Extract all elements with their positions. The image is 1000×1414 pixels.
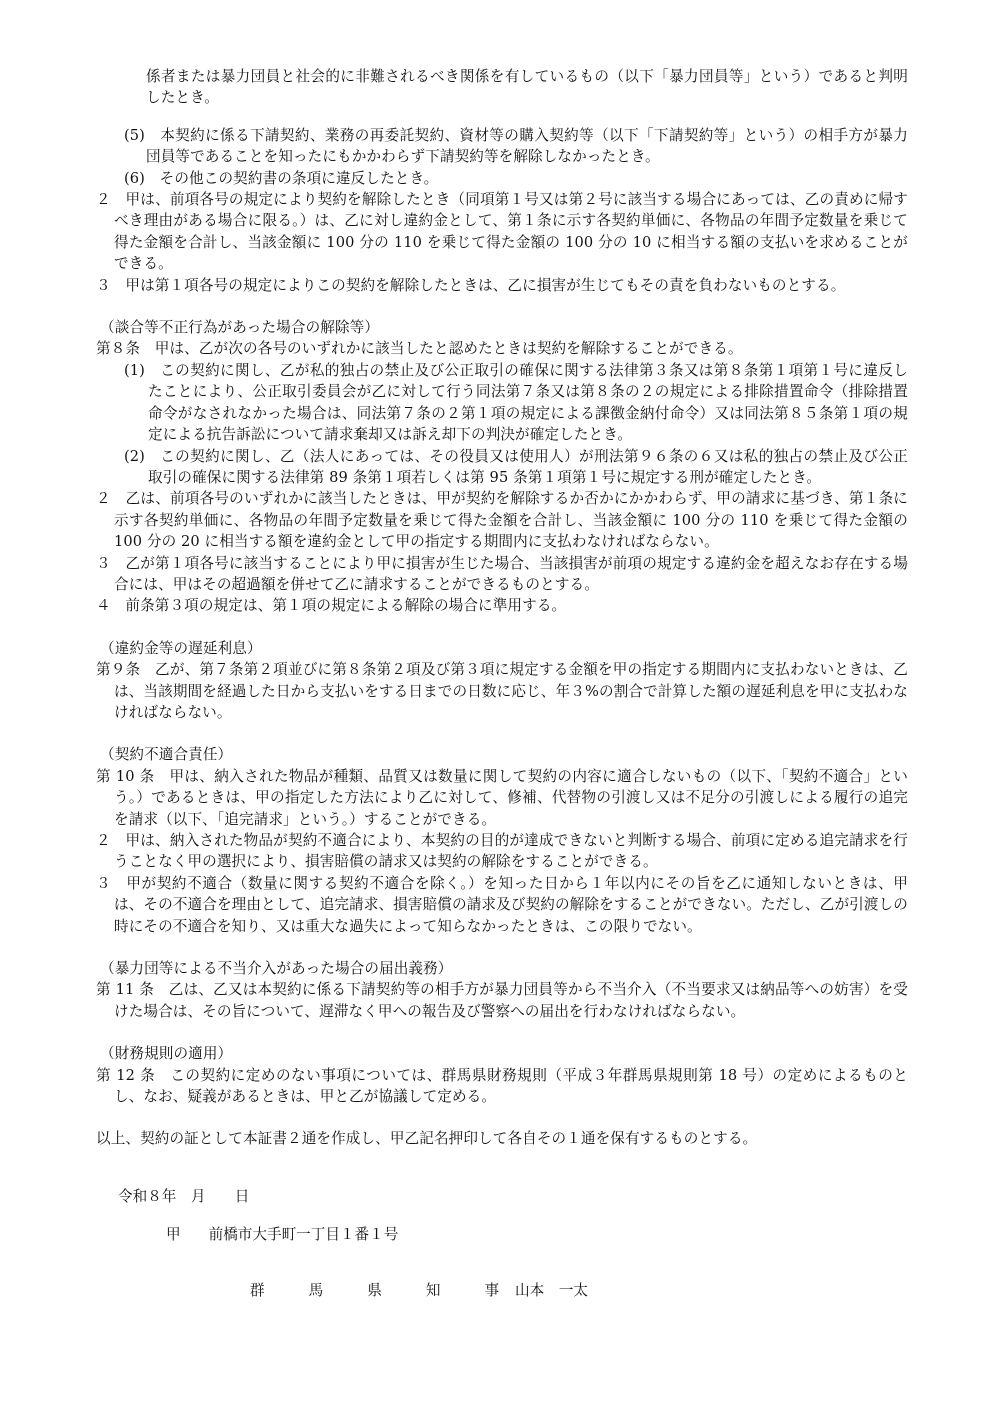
contract-date: 令和８年 月 日 bbox=[118, 1188, 250, 1205]
article-8-heading: （談合等不正行為があった場合の解除等） bbox=[100, 319, 380, 337]
article-10-main: 第 10 条 甲は、納入された物品が種類、品質又は数量に関して契約の内容に適合しないもの（以下、「契約不適合」という。）であるときは、甲の指定した方法により乙に対して、修補、代替物の引渡し又は不足分の引渡しによる履行の追完を請求（以下、「追完請求」という。）することができる。 bbox=[96, 767, 908, 828]
party-address: 前橋市大手町一丁目１番１号 bbox=[208, 1226, 399, 1243]
article-8-paragraph-2: ２ 乙は、前項各号のいずれかに該当したときは、甲が契約を解除するか否かにかかわらず、甲の請求に基づき、第１条に示す各契約単価に、各物品の年間予定数量を乗じて得た金額を合計し、当該金額に 100 分の 110 を乗じて得た金額の 100 分の 20 に相当する額を違約金として甲の指定する期間内に支払わなければならない。 bbox=[96, 490, 908, 551]
party-line bbox=[166, 1224, 398, 1245]
article-8-item-2: (2) この契約に関し、乙（法人にあっては、その役員又は使用人）が刑法第９６条の６又は私的独占の禁止及び公正取引の確保に関する法律第 89 条第１項若しくは第 95 条第１項第１号に規定する刑が確定したとき。 bbox=[124, 447, 908, 486]
article-12-main: 第 12 条 この契約に定めのない事項については、群馬県財務規則（平成３年群馬県規則第 18 号）の定めによるものとし、なお、疑義があるときは、甲と乙が協議して定める。 bbox=[96, 1066, 908, 1106]
contract-body bbox=[96, 66, 908, 1150]
signer-title-char: 馬 bbox=[308, 1282, 324, 1299]
article-10-paragraph-3: ３ 甲が契約不適合（数量に関する契約不適合を除く。）を知った日から１年以内にその旨を乙に通知しないときは、甲は、その不適合を理由として、追完請求、損害賠償の請求及び契約の解除をすることができない。ただし、乙が引渡しの時にその不適合を知り、又は重大な過失によって知らなかったときは、この限りでない。 bbox=[96, 874, 908, 935]
signer-title-char: 知 bbox=[425, 1282, 441, 1299]
article-11-main: 第 11 条 乙は、乙又は本契約に係る下請契約等の相手方が暴力団員等から不当介入（不当要求又は納品等への妨害）を受けた場合は、その旨について、遅滞なく甲への報告及び警察への届出を行わなければならない。 bbox=[96, 981, 908, 1020]
article-10-paragraph-2: ２ 甲は、納入された物品が契約不適合により、本契約の目的が達成できないと判断する場合、前項に定める追完請求を行うことなく甲の選択により、損害賠償の請求又は契約の解除をすることができる。 bbox=[96, 832, 908, 871]
article-7-item-5: (5) 本契約に係る下請契約、業務の再委託契約、資材等の購入契約等（以下「下請契約等」という）の相手方が暴力団員等であることを知ったにもかかわらず下請契約等を解除しなかったとき。 bbox=[124, 126, 908, 166]
article-7-paragraph-3: ３ 甲は第１項各号の規定によりこの契約を解除したときは、乙に損害が生じてもその責を負わないものとする。 bbox=[96, 276, 846, 294]
article-8-paragraph-3: ３ 乙が第１項各号に該当することにより甲に損害が生じた場合、当該損害が前項の規定する違約金を超えなお存在する場合には、甲はその超過額を併せて乙に請求することができるものとする。 bbox=[96, 554, 908, 593]
article-10-heading: （契約不適合責任） bbox=[100, 746, 233, 764]
article-8-item-1: (1) この契約に関し、乙が私的独占の禁止及び公正取引の確保に関する法律第３条又は第８条第１項第１号に違反したことにより、公正取引委員会が乙に対して行う同法第７条又は第８条の２の規定による排除措置命令（排除措置命令がなされなかった場合は、同法第７条の２第１項の規定による課徴金納付命令）又は同法第８５条第１項の規定による抗告訴訟について請求棄却又は訴え却下の判決が確定したとき。 bbox=[124, 361, 908, 444]
closing-statement: 以上、契約の証として本証書２通を作成し、甲乙記名押印して各自その１通を保有するものとする。 bbox=[96, 1130, 758, 1148]
article-11-heading: （暴力団等による不当介入があった場合の届出義務） bbox=[100, 960, 453, 978]
signer-title-char: 県 bbox=[367, 1282, 382, 1299]
signer-line bbox=[250, 1280, 588, 1301]
signer-name: 山本 一太 bbox=[515, 1282, 589, 1299]
article-9-main: 第９条 乙が、第７条第２項並びに第８条第２項及び第３項に規定する金額を甲の指定する期間内に支払わないときは、乙は、当該期間を経過した日から支払いをする日までの日数に応じ、年３%の割合で計算した額の遅延利息を甲に支払わなければならない。 bbox=[96, 661, 908, 721]
article-7-paragraph-2: ２ 甲は、前項各号の規定により契約を解除したとき（同項第１号又は第２号に該当する場合にあっては、乙の責めに帰すべき理由がある場合に限る。）は、乙に対し違約金として、第１条に示す各契約単価に、各物品の年間予定数量を乗じて得た金額を合計し、当該金額に 100 分の 110 を乗じて得た金額の 100 分の 10 に相当する額の支払いを求めることができる。 bbox=[96, 191, 908, 273]
article-7-item-6: (6) その他この契約書の条項に違反したとき。 bbox=[124, 169, 439, 187]
article-8-main: 第８条 甲は、乙が次の各号のいずれかに該当したと認めたときは契約を解除することができる。 bbox=[96, 340, 743, 358]
article-8-paragraph-4: ４ 前条第３項の規定は、第１項の規定による解除の場合に準用する。 bbox=[96, 597, 567, 615]
party-label: 甲 bbox=[166, 1226, 181, 1243]
article-12-heading: （財務規則の適用） bbox=[100, 1045, 233, 1063]
article-7-item-4-continuation: 係者または暴力団員と社会的に非難されるべき関係を有しているもの（以下「暴力団員等」という）であると判明したとき。 bbox=[146, 68, 908, 107]
signer-title-char: 群 bbox=[250, 1282, 265, 1299]
article-9-heading: （違約金等の遅延利息） bbox=[100, 639, 262, 657]
signer-title-char: 事 bbox=[484, 1282, 500, 1299]
